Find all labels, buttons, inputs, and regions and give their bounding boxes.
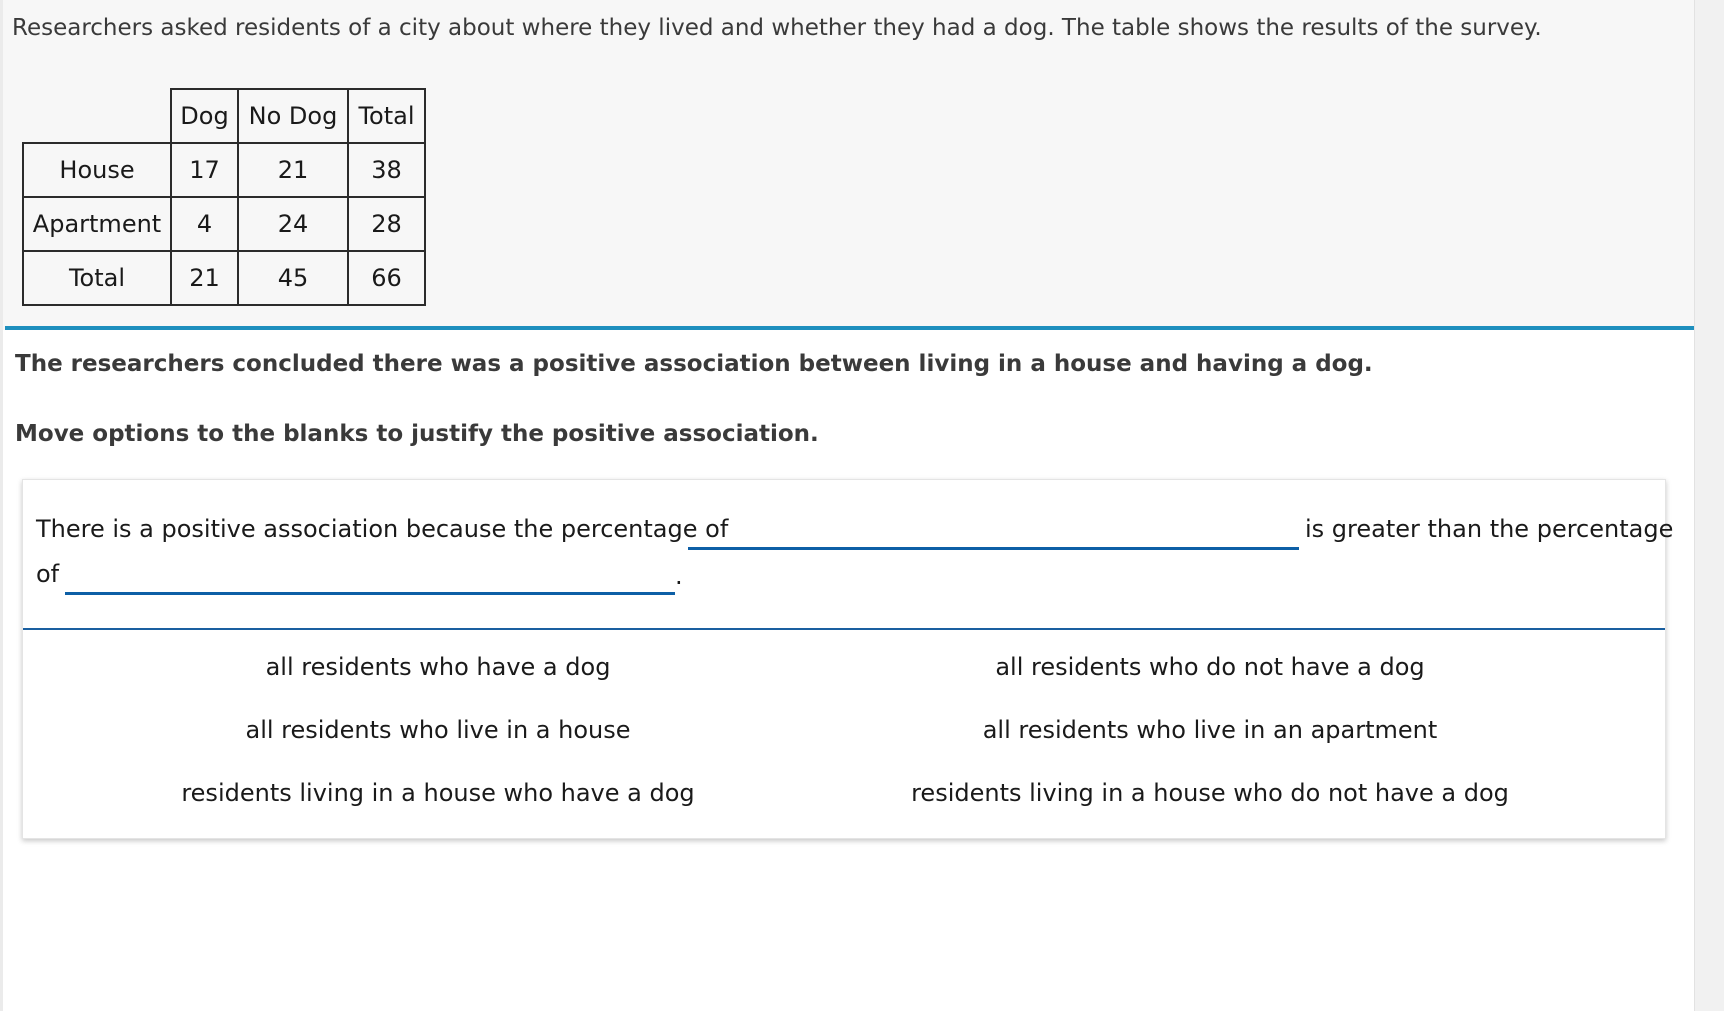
option-all-residents-no-dog[interactable]: all residents who do not have a dog bbox=[995, 653, 1425, 681]
table-cell: 21 bbox=[238, 143, 348, 197]
scrollbar-track[interactable] bbox=[1694, 0, 1724, 1011]
table-cell: 28 bbox=[348, 197, 425, 251]
row-header-total: Total bbox=[23, 251, 171, 305]
sentence-period: . bbox=[675, 562, 683, 590]
table-cell: 17 bbox=[171, 143, 238, 197]
drag-and-drop-panel bbox=[22, 479, 1674, 839]
sentence-part-3: of bbox=[36, 560, 60, 588]
intro-text: Researchers asked residents of a city about where they lived and whether they had a dog. The table shows the results of the survey. bbox=[12, 15, 1542, 41]
instruction-text: Move options to the blanks to justify the positive association. bbox=[15, 421, 819, 447]
table-row bbox=[23, 251, 425, 305]
column-header-dog: Dog bbox=[171, 89, 238, 143]
sentence-part-2: is greater than the percentage bbox=[1305, 515, 1674, 543]
option-house-with-dog[interactable]: residents living in a house who have a dog bbox=[181, 779, 695, 807]
sentence-part-1: There is a positive association because the percentage of bbox=[36, 515, 729, 543]
conclusion-text: The researchers concluded there was a positive association between living in a house and having a dog. bbox=[15, 351, 1373, 377]
table-cell: 45 bbox=[238, 251, 348, 305]
drop-blank-1[interactable] bbox=[688, 510, 1299, 550]
table-cell: 24 bbox=[238, 197, 348, 251]
section-divider bbox=[5, 326, 1694, 330]
option-house-without-dog[interactable]: residents living in a house who do not have a dog bbox=[911, 779, 1509, 807]
row-header-house: House bbox=[23, 143, 171, 197]
option-all-residents-dog[interactable]: all residents who have a dog bbox=[265, 653, 611, 681]
table-cell: 21 bbox=[171, 251, 238, 305]
table-header-row bbox=[23, 89, 425, 143]
column-header-total: Total bbox=[348, 89, 425, 143]
option-all-residents-apartment[interactable]: all residents who live in an apartment bbox=[982, 716, 1438, 744]
table-cell: 38 bbox=[348, 143, 425, 197]
survey-table bbox=[22, 88, 426, 306]
options-divider bbox=[23, 628, 1665, 630]
table-cell: 66 bbox=[348, 251, 425, 305]
option-all-residents-house[interactable]: all residents who live in a house bbox=[245, 716, 631, 744]
column-header-no-dog: No Dog bbox=[238, 89, 348, 143]
drop-blank-2[interactable] bbox=[65, 555, 675, 595]
table-cell: 4 bbox=[171, 197, 238, 251]
stimulus-panel bbox=[3, 0, 1694, 330]
table-row bbox=[23, 143, 425, 197]
row-header-apartment: Apartment bbox=[23, 197, 171, 251]
table-corner-cell bbox=[23, 89, 171, 143]
table-row bbox=[23, 197, 425, 251]
